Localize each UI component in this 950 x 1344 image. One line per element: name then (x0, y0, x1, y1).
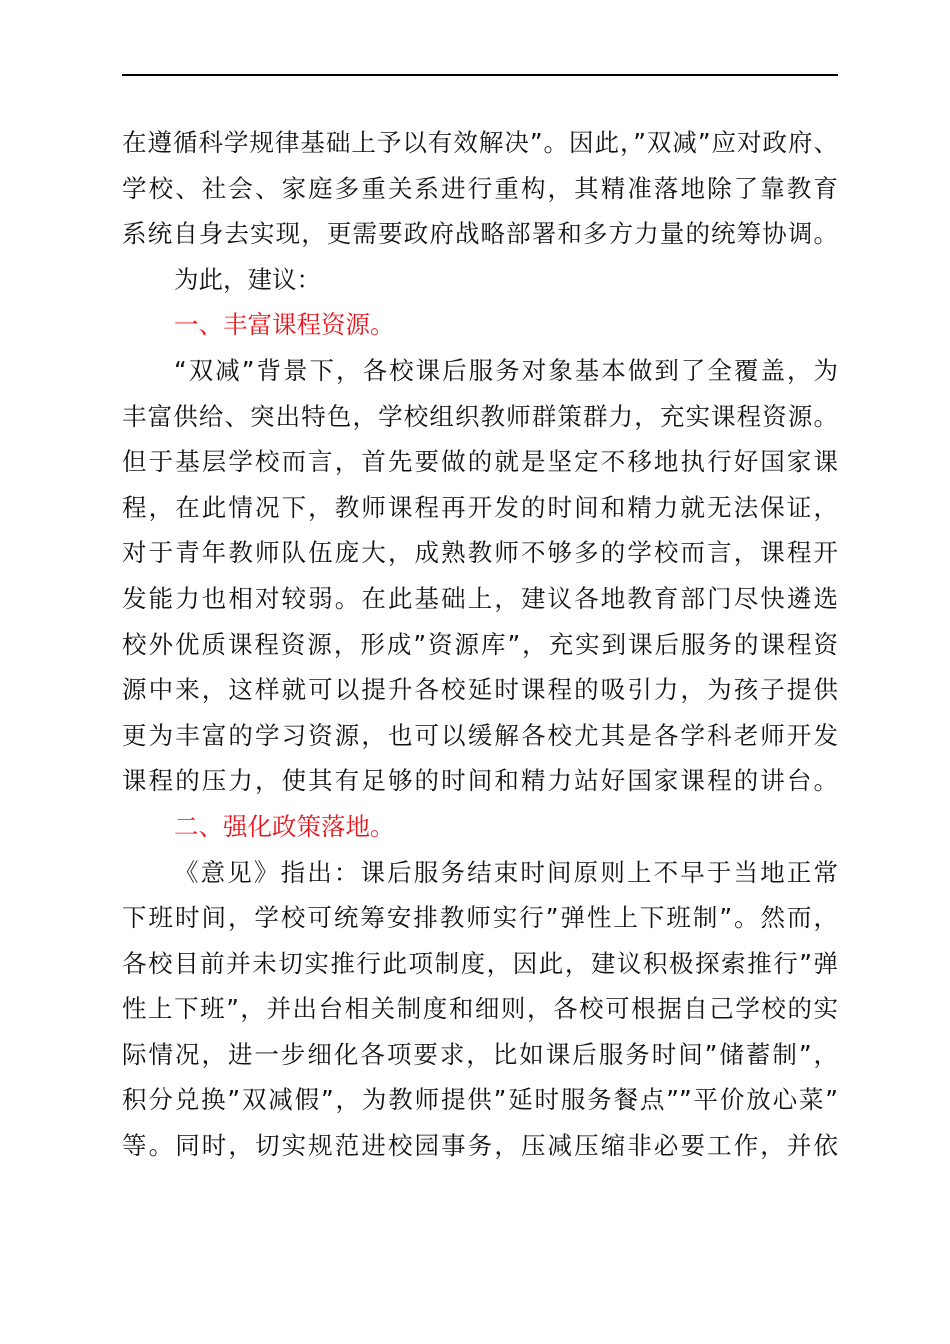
text-line: 校外优质课程资源，形成”资源库”，充实到课后服务的课程资 (122, 629, 838, 659)
text-line: 际情况，进一步细化各项要求，比如课后服务时间”储蓄制”， (122, 1039, 838, 1069)
text-line: 《意见》指出：课后服务结束时间原则上不早于当地正常 (174, 857, 838, 887)
section-heading-2: 二、强化政策落地。 (174, 811, 395, 841)
text-line: “双减”背景下，各校课后服务对象基本做到了全覆盖，为 (174, 355, 838, 385)
section-heading-1: 一、丰富课程资源。 (174, 310, 395, 340)
text-line: 学校、社会、家庭多重关系进行重构，其精准落地除了靠教育 (122, 173, 838, 203)
text-line: 丰富供给、突出特色，学校组织教师群策群力，充实课程资源。 (122, 401, 838, 431)
text-line: 但于基层学校而言，首先要做的就是坚定不移地执行好国家课 (122, 447, 838, 477)
text-line: 程，在此情况下，教师课程再开发的时间和精力就无法保证， (122, 492, 838, 522)
text-line: 性上下班”，并出台相关制度和细则，各校可根据自己学校的实 (122, 994, 838, 1024)
text-line: 下班时间，学校可统筹安排教师实行”弹性上下班制”。然而， (122, 903, 838, 933)
document-body (122, 120, 838, 1169)
text-line: 发能力也相对较弱。在此基础上，建议各地教育部门尽快遴选 (122, 583, 838, 613)
text-line: 等。同时，切实规范进校园事务，压减压缩非必要工作，并依 (122, 1131, 838, 1161)
text-line: 在遵循科学规律基础上予以有效解决”。因此，”双减”应对政府、 (122, 128, 838, 157)
text-line: 系统自身去实现，更需要政府战略部署和多方力量的统筹协调。 (122, 219, 838, 249)
text-line: 课程的压力，使其有足够的时间和精力站好国家课程的讲台。 (122, 766, 838, 796)
text-line: 各校目前并未切实推行此项制度，因此，建议积极探索推行”弹 (122, 948, 838, 978)
header-rule (122, 74, 838, 76)
text-line: 对于青年教师队伍庞大，成熟教师不够多的学校而言，课程开 (122, 538, 838, 568)
text-line: 积分兑换”双减假”，为教师提供”延时服务餐点””平价放心菜” (122, 1085, 838, 1115)
text-line: 为此，建议： (174, 264, 321, 294)
text-line: 源中来，这样就可以提升各校延时课程的吸引力，为孩子提供 (122, 675, 838, 705)
text-line: 更为丰富的学习资源，也可以缓解各校尤其是各学科老师开发 (122, 720, 838, 750)
